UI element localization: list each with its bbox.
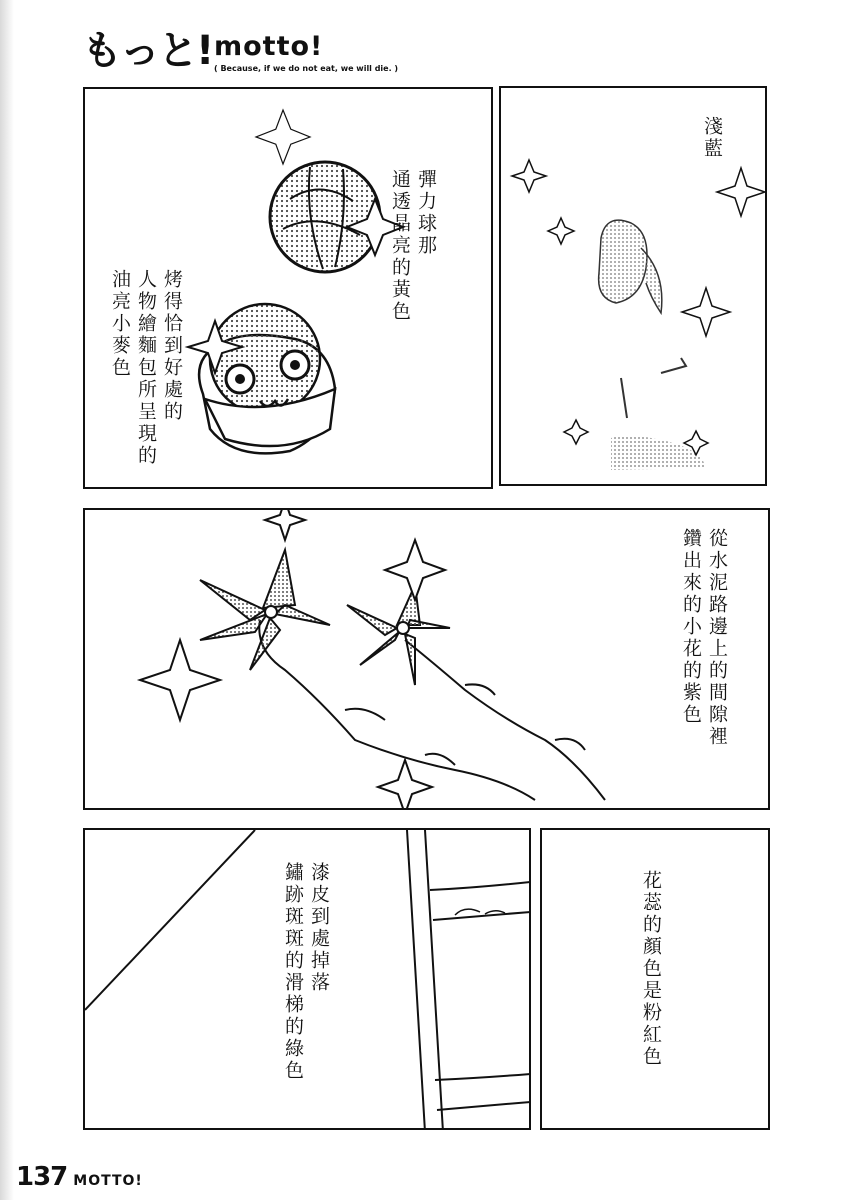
light-blue-illustration (501, 88, 767, 486)
caption-bread-wheat: 烤得恰到好處的 人物繪麵包所呈現的 油亮小麥色 (109, 269, 183, 467)
purple-flowers-illustration (85, 510, 770, 810)
sparkle-icon (512, 160, 546, 192)
sparkle-icon (564, 420, 588, 444)
caption-light-blue: 淺藍 (701, 116, 723, 160)
logo-tagline: ( Because, if we do not eat, we will die. ) (214, 64, 399, 73)
sparkle-icon (140, 640, 220, 720)
sparkle-icon (682, 288, 730, 336)
panel-light-blue (499, 86, 767, 486)
logo-japanese: もっと! (82, 28, 213, 74)
logo-english: motto! (214, 31, 324, 62)
panel-pink-stamen (540, 828, 770, 1130)
sparkle-icon (548, 218, 574, 244)
panel-ball-and-bread (83, 87, 493, 489)
sparkle-icon (385, 540, 445, 600)
page-footer (16, 1162, 143, 1192)
slide-rail (85, 830, 255, 1010)
panel-purple-flowers (83, 508, 770, 810)
caption-slide-green: 漆皮到處掉落 鏽跡斑斑的滑梯的綠色 (282, 862, 330, 1082)
ladder-pole (407, 830, 443, 1130)
flower-right (347, 585, 450, 685)
panel-green-slide (83, 828, 531, 1130)
page-header (82, 26, 399, 86)
caption-ball-yellow: 彈力球那 通透晶亮的黃色 (389, 169, 437, 323)
sparkle-icon (378, 760, 432, 810)
caption-flower-purple: 從水泥路邊上的間隙裡 鑽出來的小花的紫色 (680, 528, 728, 748)
caption-stamen-pink: 花蕊的顏色是粉紅色 (640, 870, 662, 1068)
figure-head (599, 220, 647, 303)
sparkle-icon (265, 510, 305, 540)
sparkle-icon (256, 110, 310, 164)
footer-brand: MOTTO! (73, 1173, 143, 1189)
bouncy-ball (270, 162, 380, 272)
page-gutter-shadow (0, 0, 14, 1200)
page-number: 137 (16, 1162, 68, 1192)
flower-left (200, 550, 330, 670)
